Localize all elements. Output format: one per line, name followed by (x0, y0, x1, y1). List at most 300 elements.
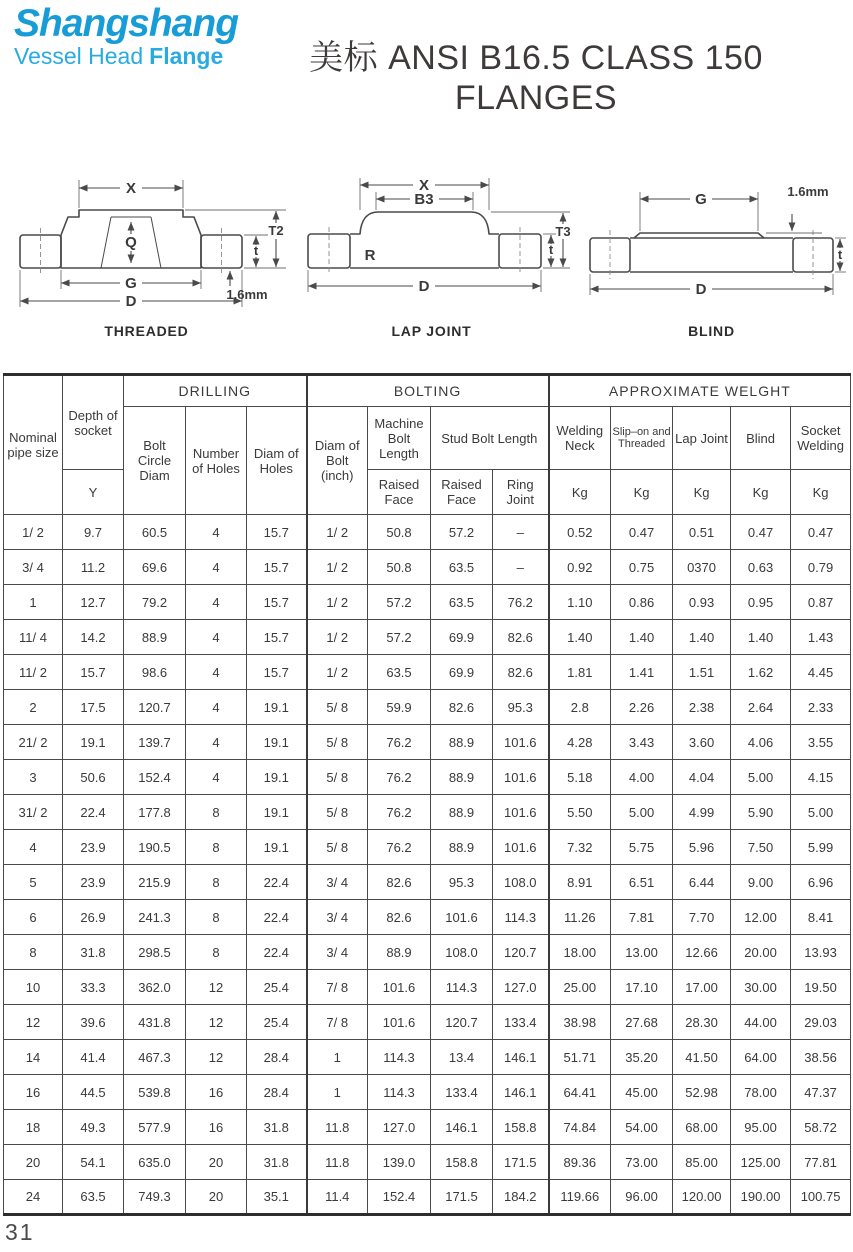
table-cell: 57.2 (368, 585, 431, 620)
table-cell: 50.8 (368, 515, 431, 550)
table-cell: 7.50 (731, 830, 791, 865)
table-cell: 3/ 4 (307, 865, 368, 900)
logo-tagline-flange: Flange (149, 43, 224, 69)
table-cell: 24 (4, 1180, 63, 1215)
table-cell: 19.1 (247, 795, 307, 830)
table-cell: 82.6 (431, 690, 493, 725)
table-cell: 50.8 (368, 550, 431, 585)
table-cell: 82.6 (368, 900, 431, 935)
table-cell: 539.8 (124, 1075, 186, 1110)
table-cell: 467.3 (124, 1040, 186, 1075)
table-cell: 1.41 (611, 655, 673, 690)
dim-label-x: X (418, 177, 429, 194)
dim-label-g: G (695, 191, 707, 208)
table-cell: 0.95 (731, 585, 791, 620)
col-header-lap-joint: Lap Joint (673, 407, 731, 470)
table-cell: 16 (4, 1075, 63, 1110)
dim-label-b3: B3 (413, 191, 434, 208)
table-cell: 6.96 (791, 865, 851, 900)
table-cell: 152.4 (124, 760, 186, 795)
table-cell: 9.7 (63, 515, 124, 550)
dim-label-q: Q (125, 234, 137, 251)
table-cell: 31.8 (247, 1145, 307, 1180)
table-cell: 31.8 (247, 1110, 307, 1145)
table-cell: 4.06 (731, 725, 791, 760)
flange-diagrams (0, 172, 853, 339)
table-cell: 4 (186, 585, 247, 620)
table-cell: 190.00 (731, 1180, 791, 1215)
table-cell: 9.00 (731, 865, 791, 900)
table-cell: 577.9 (124, 1110, 186, 1145)
table-cell: 1/ 2 (307, 515, 368, 550)
table-cell: 11.8 (307, 1110, 368, 1145)
table-cell: 5.99 (791, 830, 851, 865)
col-header-slip-on-threaded: Slip–on and Threaded (611, 407, 673, 470)
table-cell: 38.56 (791, 1040, 851, 1075)
table-cell: 5.00 (791, 795, 851, 830)
table-cell: 127.0 (368, 1110, 431, 1145)
table-cell: 241.3 (124, 900, 186, 935)
col-header-depth-of-socket: Depth of socket (63, 375, 124, 470)
table-cell: 120.7 (124, 690, 186, 725)
table-cell: 146.1 (431, 1110, 493, 1145)
table-cell: 12 (4, 1005, 63, 1040)
threaded-diagram (4, 172, 289, 314)
table-cell: 749.3 (124, 1180, 186, 1215)
table-cell: 1.43 (791, 620, 851, 655)
table-cell: 76.2 (368, 795, 431, 830)
blind-caption: BLIND (688, 323, 735, 339)
table-cell: 12 (186, 1040, 247, 1075)
table-cell: 44.5 (63, 1075, 124, 1110)
table-cell: 4 (186, 690, 247, 725)
table-cell: 4.15 (791, 760, 851, 795)
table-cell: 108.0 (493, 865, 549, 900)
table-cell: 0.86 (611, 585, 673, 620)
col-header-number-of-holes: Number of Holes (186, 407, 247, 515)
table-cell: 13.4 (431, 1040, 493, 1075)
table-cell: 0.93 (673, 585, 731, 620)
table-cell: 7/ 8 (307, 970, 368, 1005)
lap-joint-diagram (292, 172, 572, 314)
table-cell: 4.04 (673, 760, 731, 795)
table-cell: 15.7 (247, 585, 307, 620)
table-cell: 82.6 (493, 620, 549, 655)
table-cell: 5.18 (549, 760, 611, 795)
table-cell: 0.63 (731, 550, 791, 585)
table-cell: 177.8 (124, 795, 186, 830)
table-row (4, 760, 851, 795)
table-cell: 19.1 (247, 690, 307, 725)
table-cell: 38.98 (549, 1005, 611, 1040)
table-cell: 114.3 (431, 970, 493, 1005)
table-cell: 88.9 (431, 725, 493, 760)
table-cell: 298.5 (124, 935, 186, 970)
unit-header-kg: Kg (731, 470, 791, 515)
table-cell: 19.1 (247, 760, 307, 795)
table-cell: 22.4 (247, 935, 307, 970)
table-cell: 635.0 (124, 1145, 186, 1180)
table-cell: 76.2 (368, 725, 431, 760)
table-row (4, 1005, 851, 1040)
table-cell: 49.3 (63, 1110, 124, 1145)
table-cell: 8 (186, 795, 247, 830)
lap-joint-figure (292, 172, 572, 339)
table-cell: 133.4 (431, 1075, 493, 1110)
table-cell: 58.72 (791, 1110, 851, 1145)
table-cell: 101.6 (493, 725, 549, 760)
table-cell: 3/ 4 (307, 900, 368, 935)
table-cell: 11.4 (307, 1180, 368, 1215)
table-cell: 20 (186, 1145, 247, 1180)
table-cell: 30.00 (731, 970, 791, 1005)
dim-label-t: t (548, 242, 553, 257)
unit-header-kg: Kg (611, 470, 673, 515)
table-cell: 120.7 (431, 1005, 493, 1040)
table-cell: 101.6 (431, 900, 493, 935)
lap-joint-caption: LAP JOINT (391, 323, 472, 339)
table-cell: 69.9 (431, 655, 493, 690)
table-row (4, 830, 851, 865)
table-cell: 0.47 (611, 515, 673, 550)
table-cell: 114.3 (368, 1040, 431, 1075)
table-cell: 69.6 (124, 550, 186, 585)
table-cell: 41.50 (673, 1040, 731, 1075)
table-cell: 1 (307, 1040, 368, 1075)
table-cell: 88.9 (431, 830, 493, 865)
table-cell: 1 (4, 585, 63, 620)
table-cell: 125.00 (731, 1145, 791, 1180)
table-cell: 22.4 (247, 865, 307, 900)
table-header (4, 375, 851, 515)
table-cell: 5/ 8 (307, 690, 368, 725)
table-cell: 114.3 (493, 900, 549, 935)
table-cell: 11.2 (63, 550, 124, 585)
table-cell: 8 (186, 865, 247, 900)
table-cell: 17.10 (611, 970, 673, 1005)
table-cell: 0.75 (611, 550, 673, 585)
col-header-diam-of-bolt: Diam of Bolt (inch) (307, 407, 368, 515)
dim-label-r: R (364, 247, 375, 264)
table-cell: 29.03 (791, 1005, 851, 1040)
table-cell: 54.1 (63, 1145, 124, 1180)
table-row (4, 515, 851, 550)
table-row (4, 655, 851, 690)
table-cell: 20 (186, 1180, 247, 1215)
table-cell: 28.4 (247, 1040, 307, 1075)
table-cell: 26.9 (63, 900, 124, 935)
col-header-nominal-pipe-size: Nominal pipe size (4, 375, 63, 515)
table-cell: 4 (186, 760, 247, 795)
table-cell: 89.36 (549, 1145, 611, 1180)
table-cell: 59.9 (368, 690, 431, 725)
table-cell: 0.92 (549, 550, 611, 585)
table-cell: 146.1 (493, 1075, 549, 1110)
table-cell: 21/ 2 (4, 725, 63, 760)
table-cell: 3/ 4 (307, 935, 368, 970)
table-cell: 4.28 (549, 725, 611, 760)
table-cell: 4 (186, 515, 247, 550)
table-cell: 1 (307, 1075, 368, 1110)
table-cell: 33.3 (63, 970, 124, 1005)
table-cell: 120.7 (493, 935, 549, 970)
table-cell: 16 (186, 1110, 247, 1145)
dim-label-t: t (253, 243, 259, 258)
table-row (4, 935, 851, 970)
table-cell: 7.32 (549, 830, 611, 865)
table-cell: 4 (4, 830, 63, 865)
table-cell: 63.5 (63, 1180, 124, 1215)
table-cell: 35.20 (611, 1040, 673, 1075)
table-cell: 18.00 (549, 935, 611, 970)
table-cell: 3.43 (611, 725, 673, 760)
table-cell: 77.81 (791, 1145, 851, 1180)
unit-header-kg: Kg (791, 470, 851, 515)
table-cell: 15.7 (63, 655, 124, 690)
table-cell: 88.9 (431, 795, 493, 830)
table-cell: 8 (186, 900, 247, 935)
table-cell: 171.5 (493, 1145, 549, 1180)
table-cell: 28.4 (247, 1075, 307, 1110)
col-header-stud-raised-face: Raised Face (431, 470, 493, 515)
table-cell: 64.41 (549, 1075, 611, 1110)
table-cell: 11.26 (549, 900, 611, 935)
table-cell: 54.00 (611, 1110, 673, 1145)
table-cell: 5/ 8 (307, 725, 368, 760)
table-cell: 4 (186, 655, 247, 690)
table-cell: 0.47 (731, 515, 791, 550)
table-cell: 22.4 (247, 900, 307, 935)
table-cell: 8 (186, 935, 247, 970)
table-cell: 31/ 2 (4, 795, 63, 830)
table-cell: 18 (4, 1110, 63, 1145)
dim-label-x: X (125, 180, 137, 197)
table-cell: 15.7 (247, 620, 307, 655)
table-cell: 11.8 (307, 1145, 368, 1180)
page-header (0, 0, 853, 118)
threaded-caption: THREADED (104, 323, 189, 339)
table-cell: 15.7 (247, 550, 307, 585)
table-cell: 27.68 (611, 1005, 673, 1040)
logo-brand-text: Shangshang (14, 2, 239, 45)
table-cell: 57.2 (431, 515, 493, 550)
table-cell: 63.5 (431, 585, 493, 620)
table-row (4, 795, 851, 830)
table-cell: 5.50 (549, 795, 611, 830)
dim-label-t3: T3 (554, 224, 571, 239)
blind-figure (574, 172, 849, 339)
table-cell: 25.00 (549, 970, 611, 1005)
table-cell: 101.6 (493, 830, 549, 865)
table-cell: 139.7 (124, 725, 186, 760)
threaded-figure (4, 172, 289, 339)
table-cell: 23.9 (63, 830, 124, 865)
table-cell: 0370 (673, 550, 731, 585)
table-cell: 7/ 8 (307, 1005, 368, 1040)
table-cell: 28.30 (673, 1005, 731, 1040)
table-cell: 1.40 (611, 620, 673, 655)
table-cell: 31.8 (63, 935, 124, 970)
table-cell: 12 (186, 1005, 247, 1040)
table-cell: 100.75 (791, 1180, 851, 1215)
table-cell: 1/ 2 (307, 550, 368, 585)
table-cell: 101.6 (368, 970, 431, 1005)
table-cell: 45.00 (611, 1075, 673, 1110)
table-cell: 5 (4, 865, 63, 900)
unit-header-kg: Kg (673, 470, 731, 515)
table-cell: 7.81 (611, 900, 673, 935)
table-cell: 52.98 (673, 1075, 731, 1110)
table-cell: 20.00 (731, 935, 791, 970)
table-cell: 22.4 (63, 795, 124, 830)
table-cell: 19.50 (791, 970, 851, 1005)
table-cell: 4.45 (791, 655, 851, 690)
table-cell: 14 (4, 1040, 63, 1075)
table-cell: 11/ 4 (4, 620, 63, 655)
table-cell: 57.2 (368, 620, 431, 655)
table-cell: 1.40 (673, 620, 731, 655)
table-cell: 3 (4, 760, 63, 795)
col-header-machine-raised-face: Raised Face (368, 470, 431, 515)
table-cell: 76.2 (493, 585, 549, 620)
table-cell: 12.00 (731, 900, 791, 935)
logo (14, 2, 239, 69)
logo-tagline-vesselhead: Vessel Head (14, 43, 144, 69)
table-cell: 12.7 (63, 585, 124, 620)
table-cell: 1/ 2 (307, 655, 368, 690)
table-cell: 2.38 (673, 690, 731, 725)
table-cell: 68.00 (673, 1110, 731, 1145)
table-cell: 11/ 2 (4, 655, 63, 690)
table-container (3, 373, 850, 1216)
table-cell: 63.5 (431, 550, 493, 585)
table-cell: 101.6 (368, 1005, 431, 1040)
table-row (4, 585, 851, 620)
table-cell: 13.00 (611, 935, 673, 970)
table-cell: 6.51 (611, 865, 673, 900)
table-row (4, 1145, 851, 1180)
table-cell: 4.00 (611, 760, 673, 795)
table-cell: 1.62 (731, 655, 791, 690)
table-cell: 6.44 (673, 865, 731, 900)
table-cell: 139.0 (368, 1145, 431, 1180)
table-cell: 3.55 (791, 725, 851, 760)
table-cell: 2.8 (549, 690, 611, 725)
table-cell: 13.93 (791, 935, 851, 970)
table-cell: 1.81 (549, 655, 611, 690)
table-cell: 88.9 (431, 760, 493, 795)
logo-tagline (14, 45, 229, 68)
table-cell: 19.1 (247, 725, 307, 760)
table-cell: 23.9 (63, 865, 124, 900)
dim-label-g: G (125, 275, 137, 292)
table-cell: 215.9 (124, 865, 186, 900)
table-body (4, 515, 851, 1215)
table-cell: 10 (4, 970, 63, 1005)
table-cell: 12.66 (673, 935, 731, 970)
col-header-machine-bolt-length: Machine Bolt Length (368, 407, 431, 470)
table-cell: 1.51 (673, 655, 731, 690)
table-row (4, 690, 851, 725)
table-cell: 3.60 (673, 725, 731, 760)
table-cell: 4 (186, 725, 247, 760)
table-cell: 15.7 (247, 515, 307, 550)
col-header-diam-of-holes: Diam of Holes (247, 407, 307, 515)
table-cell: 76.2 (368, 830, 431, 865)
blind-diagram (574, 172, 849, 314)
table-cell: 5/ 8 (307, 760, 368, 795)
table-row (4, 620, 851, 655)
table-cell: 63.5 (368, 655, 431, 690)
table-cell: 16 (186, 1075, 247, 1110)
table-cell: 47.37 (791, 1075, 851, 1110)
table-cell: 1.10 (549, 585, 611, 620)
table-cell: 120.00 (673, 1180, 731, 1215)
table-cell: 35.1 (247, 1180, 307, 1215)
col-header-stud-bolt-length: Stud Bolt Length (431, 407, 549, 470)
table-cell: 5.00 (731, 760, 791, 795)
table-cell: 3/ 4 (4, 550, 63, 585)
table-cell: 1/ 2 (4, 515, 63, 550)
table-cell: 8.41 (791, 900, 851, 935)
table-cell: 50.6 (63, 760, 124, 795)
table-cell: 12 (186, 970, 247, 1005)
table-cell: 2.64 (731, 690, 791, 725)
table-cell: 74.84 (549, 1110, 611, 1145)
table-row (4, 1040, 851, 1075)
table-cell: 7.70 (673, 900, 731, 935)
dim-label-d: D (418, 278, 429, 295)
table-cell: 5/ 8 (307, 830, 368, 865)
dim-label-t: t (837, 247, 843, 262)
table-cell: 2 (4, 690, 63, 725)
table-cell: 1.40 (549, 620, 611, 655)
table-cell: 4.99 (673, 795, 731, 830)
table-cell: 5/ 8 (307, 795, 368, 830)
table-cell: 146.1 (493, 1040, 549, 1075)
table-row (4, 900, 851, 935)
table-cell: 1/ 2 (307, 585, 368, 620)
table-cell: 78.00 (731, 1075, 791, 1110)
table-cell: 88.9 (124, 620, 186, 655)
table-cell: 79.2 (124, 585, 186, 620)
table-cell: 5.90 (731, 795, 791, 830)
unit-header-kg: Kg (549, 470, 611, 515)
table-cell: 133.4 (493, 1005, 549, 1040)
table-cell: 51.71 (549, 1040, 611, 1075)
table-cell: 158.8 (431, 1145, 493, 1180)
col-header-welding-neck: Welding Neck (549, 407, 611, 470)
table-cell: 15.7 (247, 655, 307, 690)
table-cell: 152.4 (368, 1180, 431, 1215)
table-row (4, 725, 851, 760)
table-row (4, 550, 851, 585)
table-cell: 101.6 (493, 795, 549, 830)
table-cell: 119.66 (549, 1180, 611, 1215)
page-title: 美标 ANSI B16.5 CLASS 150 FLANGES (309, 39, 763, 117)
flange-spec-table (3, 373, 851, 1216)
table-cell: 98.6 (124, 655, 186, 690)
col-header-blind: Blind (731, 407, 791, 470)
table-cell: 95.3 (493, 690, 549, 725)
table-cell: 82.6 (493, 655, 549, 690)
col-header-ring-joint: Ring Joint (493, 470, 549, 515)
table-row (4, 1075, 851, 1110)
table-row (4, 1110, 851, 1145)
table-cell: 184.2 (493, 1180, 549, 1215)
table-row (4, 1180, 851, 1215)
table-cell: 88.9 (368, 935, 431, 970)
